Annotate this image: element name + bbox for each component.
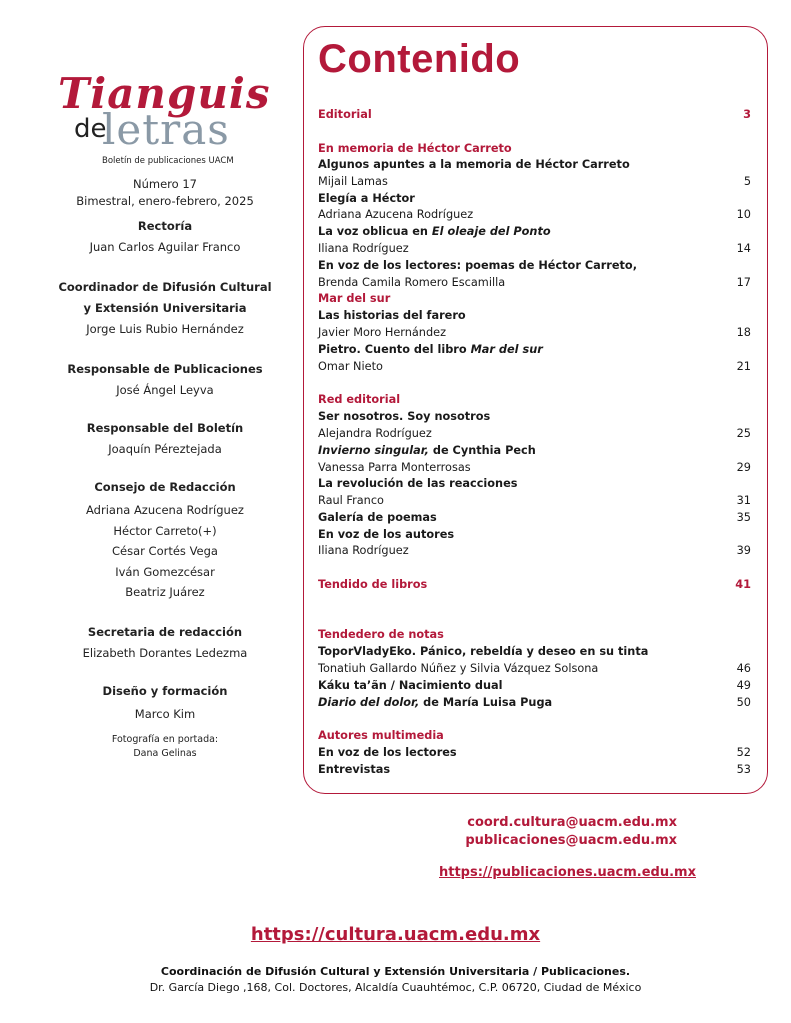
toc-title: Contenido <box>318 37 521 81</box>
toc-entry-author: Adriana Azucena Rodríguez 10 <box>318 208 751 221</box>
page-number: 39 <box>736 544 751 557</box>
issue-period: Bimestral, enero-febrero, 2025 <box>76 194 254 208</box>
page-number: 41 <box>735 578 751 591</box>
consejo-member: Beatriz Juárez <box>125 585 205 599</box>
logo-tianguis: Tianguis <box>58 69 271 118</box>
consejo-member: Iván Gomezcésar <box>115 564 215 579</box>
toc-entry-title[interactable]: Galería de poemas 35 <box>318 511 751 524</box>
toc-entry-author: Vanessa Parra Monterrosas 29 <box>318 461 751 474</box>
page-number: 50 <box>736 696 751 709</box>
page-number: 49 <box>736 679 751 692</box>
toc-entry-title[interactable]: Invierno singular, de Cynthia Pech <box>318 444 536 457</box>
toc-entry-author: Alejandra Rodríguez 25 <box>318 427 751 440</box>
toc-editorial[interactable]: Editorial 3 <box>318 108 751 121</box>
diseno-label: Diseño y formación <box>102 683 228 698</box>
coord-label-1: Coordinador de Difusión Cultural <box>58 280 272 294</box>
toc-entry-title[interactable]: Diario del dolor, de María Luisa Puga 50 <box>318 696 751 709</box>
page-number: 18 <box>736 326 751 339</box>
toc-entry-title[interactable]: En voz de los autores <box>318 528 455 541</box>
page-number: 10 <box>736 208 751 221</box>
toc-entry-author: Brenda Camila Romero Escamilla 17 <box>318 276 751 289</box>
page-number: 21 <box>736 360 751 373</box>
sec-name: Elizabeth Dorantes Ledezma <box>82 645 248 660</box>
section-heading-red: Red editorial <box>318 393 401 406</box>
toc-entry-author: Javier Moro Hernández 18 <box>318 326 751 339</box>
toc-entry-author: Iliana Rodríguez 14 <box>318 242 751 255</box>
email-publicaciones[interactable]: publicaciones@uacm.edu.mx <box>465 833 677 848</box>
coord-name: Jorge Luis Rubio Hernández <box>86 322 244 336</box>
page-number: 53 <box>736 763 751 776</box>
footer-address: Dr. García Diego ,168, Col. Doctores, Alcaldía Cuauhtémoc, C.P. 06720, Ciudad de México <box>149 981 642 994</box>
email-coord-cultura[interactable]: coord.cultura@uacm.edu.mx <box>467 815 677 830</box>
sec-label: Secretaria de redacción <box>87 624 243 639</box>
logo-letras: letras <box>102 105 230 154</box>
toc-entry-author: Mijail Lamas 5 <box>318 175 751 188</box>
page-number: 46 <box>736 662 751 675</box>
page-number: 25 <box>736 427 751 440</box>
page-number: 14 <box>736 242 751 255</box>
bol-label: Responsable del Boletín <box>86 421 244 435</box>
section-heading-tendedero: Tendedero de notas <box>318 628 444 641</box>
footer-organization: Coordinación de Difusión Cultural y Extensión Universitaria / Publicaciones. <box>160 965 631 978</box>
bol-name: Joaquín Péreztejada <box>108 442 222 456</box>
issue-number: Número 17 <box>133 177 197 191</box>
toc-entry-title[interactable]: Entrevistas 53 <box>318 763 751 776</box>
section-heading-memoria: En memoria de Héctor Carreto <box>318 142 512 155</box>
link-publicaciones[interactable]: https://publicaciones.uacm.edu.mx <box>439 865 696 880</box>
foto-label: Fotografía en portada: <box>111 733 219 745</box>
consejo-member: Héctor Carreto(+) <box>113 523 217 538</box>
logo-de: de <box>74 114 107 144</box>
page-number: 29 <box>736 461 751 474</box>
consejo-member: César Cortés Vega <box>112 544 218 558</box>
toc-entry-title[interactable]: Ser nosotros. Soy nosotros <box>318 410 491 423</box>
toc-box <box>303 26 768 794</box>
pub-name: José Ángel Leyva <box>116 383 214 397</box>
toc-entry-author: Raul Franco 31 <box>318 494 751 507</box>
logo-subtitle: Boletín de publicaciones UACM <box>102 156 234 166</box>
toc-entry-author: Tonatiuh Gallardo Núñez y Silvia Vázquez Solsona 46 <box>318 662 751 675</box>
toc-entry-author: Iliana Rodríguez 39 <box>318 544 751 557</box>
consejo-member: Adriana Azucena Rodríguez <box>86 503 244 517</box>
diseno-name: Marco Kim <box>134 706 196 721</box>
toc-entry-title[interactable]: ToporVladyEko. Pánico, rebeldía y deseo en su tinta <box>318 645 649 658</box>
toc-entry-title[interactable]: Káku ta’ãn / Nacimiento dual 49 <box>318 679 751 692</box>
foto-name: Dana Gelinas <box>133 747 197 759</box>
toc-entry-title[interactable]: La revolución de las reacciones <box>318 477 518 490</box>
toc-entry-title[interactable]: En voz de los lectores 52 <box>318 746 751 759</box>
coord-label-2: y Extensión Universitaria <box>83 301 247 315</box>
consejo-label: Consejo de Redacción <box>94 480 236 494</box>
page-number: 31 <box>736 494 751 507</box>
section-heading-autores: Autores multimedia <box>318 729 444 742</box>
toc-tendido[interactable]: Tendido de libros 41 <box>318 578 751 591</box>
toc-entry-author: Omar Nieto 21 <box>318 360 751 373</box>
page-number: 35 <box>736 511 751 524</box>
toc-entry-title[interactable]: Algunos apuntes a la memoria de Héctor Carreto <box>318 158 630 171</box>
masthead <box>40 176 290 761</box>
rectoria-label: Rectoría <box>137 219 193 233</box>
page-number: 17 <box>736 276 751 289</box>
page-number: 52 <box>736 746 751 759</box>
toc-entry-title[interactable]: En voz de los lectores: poemas de Héctor Carreto, <box>318 259 637 272</box>
logo <box>58 69 271 172</box>
toc-entry-title[interactable]: Elegía a Héctor <box>318 192 415 205</box>
pub-label: Responsable de Publicaciones <box>67 362 263 376</box>
toc-entry-title[interactable]: La voz oblicua en El oleaje del Ponto <box>318 225 551 238</box>
section-heading-mar: Mar del sur <box>318 292 391 305</box>
rectoria-name: Juan Carlos Aguilar Franco <box>89 240 241 254</box>
toc-entry-title[interactable]: Las historias del farero <box>318 309 466 322</box>
page-number: 3 <box>743 108 751 121</box>
toc-entry-title[interactable]: Pietro. Cuento del libro Mar del sur <box>318 343 543 356</box>
page-number: 5 <box>743 175 751 188</box>
link-cultura[interactable]: https://cultura.uacm.edu.mx <box>250 924 541 945</box>
